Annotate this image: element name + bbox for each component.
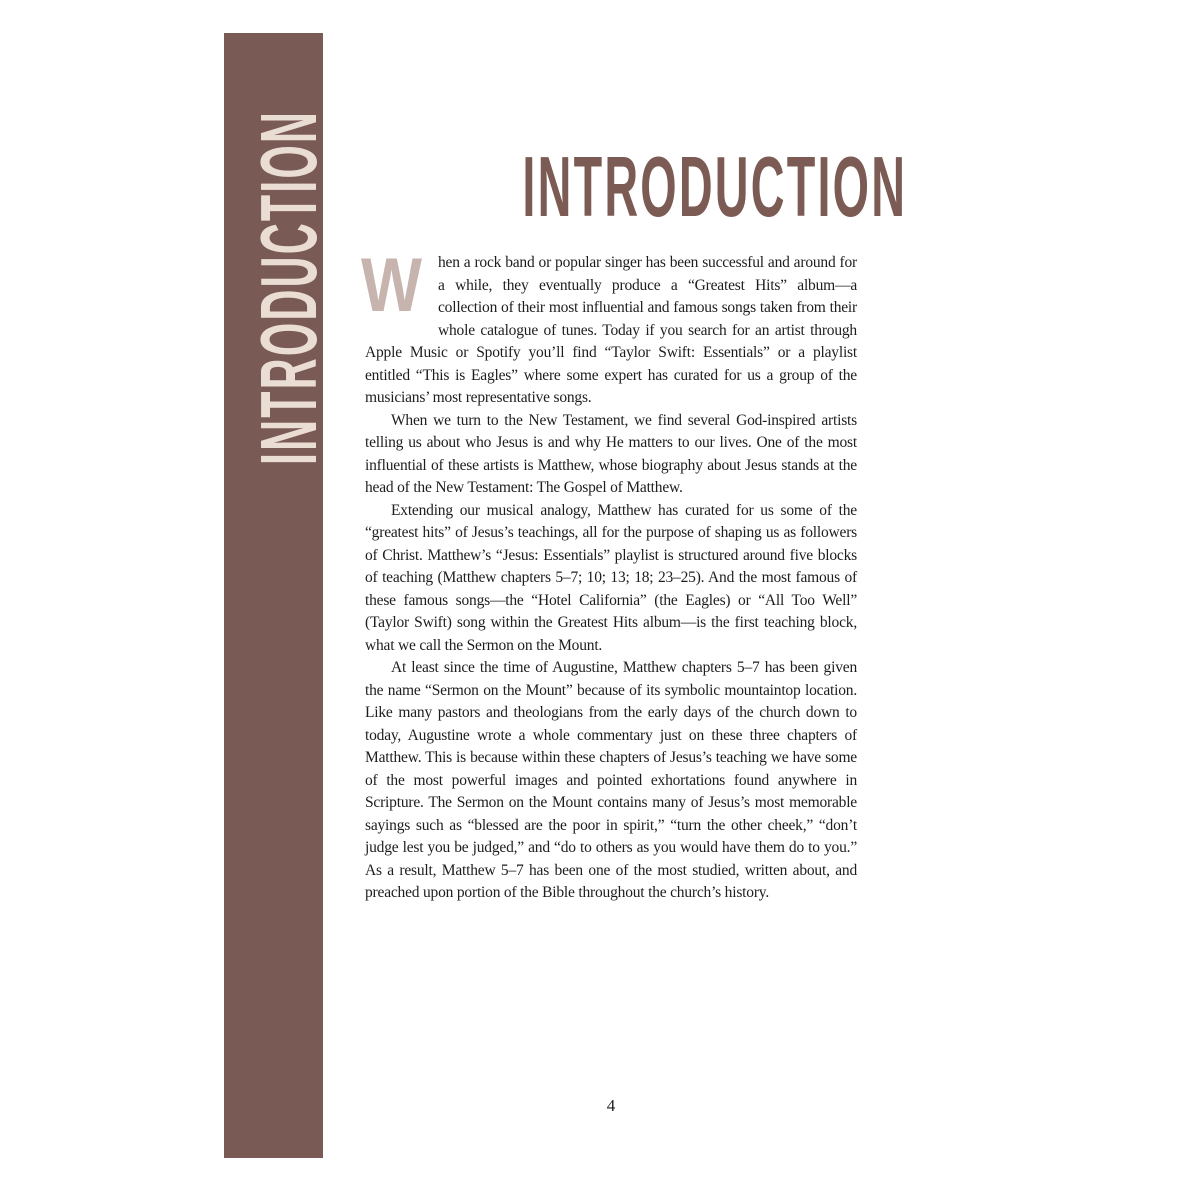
- drop-cap: W: [361, 243, 422, 328]
- paragraph-1: [361, 243, 857, 410]
- chapter-heading: [365, 140, 908, 235]
- paragraph-1-text: hen a rock band or popular singer has been successful and around for a while, they eventually produce a “Greatest Hits” album—a collection of their most influential and famous songs taken from their whole catalogue of tunes. Today if you search for an artist through Apple Music or Spotify you’ll find “Taylor Swift: Essentials” or a playlist entitled “This is Eagles” where some expert has curated for us a group of the musicians’ most representative songs.: [365, 254, 857, 406]
- body-text: [361, 243, 857, 905]
- chapter-side-tab-label: INTRODUCTION: [244, 109, 333, 465]
- paragraph-2: When we turn to the New Testament, we find several God-inspired artists telling us about who Jesus is and why He matters to our lives. One of the most influential of these artists is Matthew, whose biography about Jesus stands at the head of the New Testament: The Gospel of Matthew.: [365, 411, 857, 496]
- page-content: [361, 0, 908, 1200]
- paragraph-3: Extending our musical analogy, Matthew has curated for us some of the “greatest hits” of Jesus’s teachings, all for the purpose of shaping us as followers of Christ. Matthew’s “Jesus: Essentials” playlist is structured around five blocks of teaching (Matthew chapters 5–7; 10; 13; 18; 23–25). And the most famous of these famous songs—the “Hotel California” (the Eagles) or “All Too Well” (Taylor Swift) song within the Greatest Hits album—is the first teaching block, what we call the Sermon on the Mount.: [365, 501, 857, 654]
- page-number: 4: [606, 1096, 616, 1115]
- chapter-heading-text: INTRODUCTION: [522, 140, 908, 235]
- paragraph-4: At least since the time of Augustine, Matthew chapters 5–7 has been given the name “Sermon on the Mount” because of its symbolic mountaintop location. Like many pastors and theologians from the early days of the church down to today, Augustine wrote a whole commentary just on these three chapters of Matthew. This is because within these chapters of Jesus’s teaching we have some of the most powerful images and pointed exhortations found anywhere in Scripture. The Sermon on the Mount contains many of Jesus’s most memorable sayings such as “blessed are the poor in spirit,” “turn the other cheek,” “don’t judge lest you be judged,” and “do to others as you would have them do to you.” As a result, Matthew 5–7 has been one of the most studied, written about, and preached upon portion of the Bible throughout the church’s history.: [365, 659, 857, 901]
